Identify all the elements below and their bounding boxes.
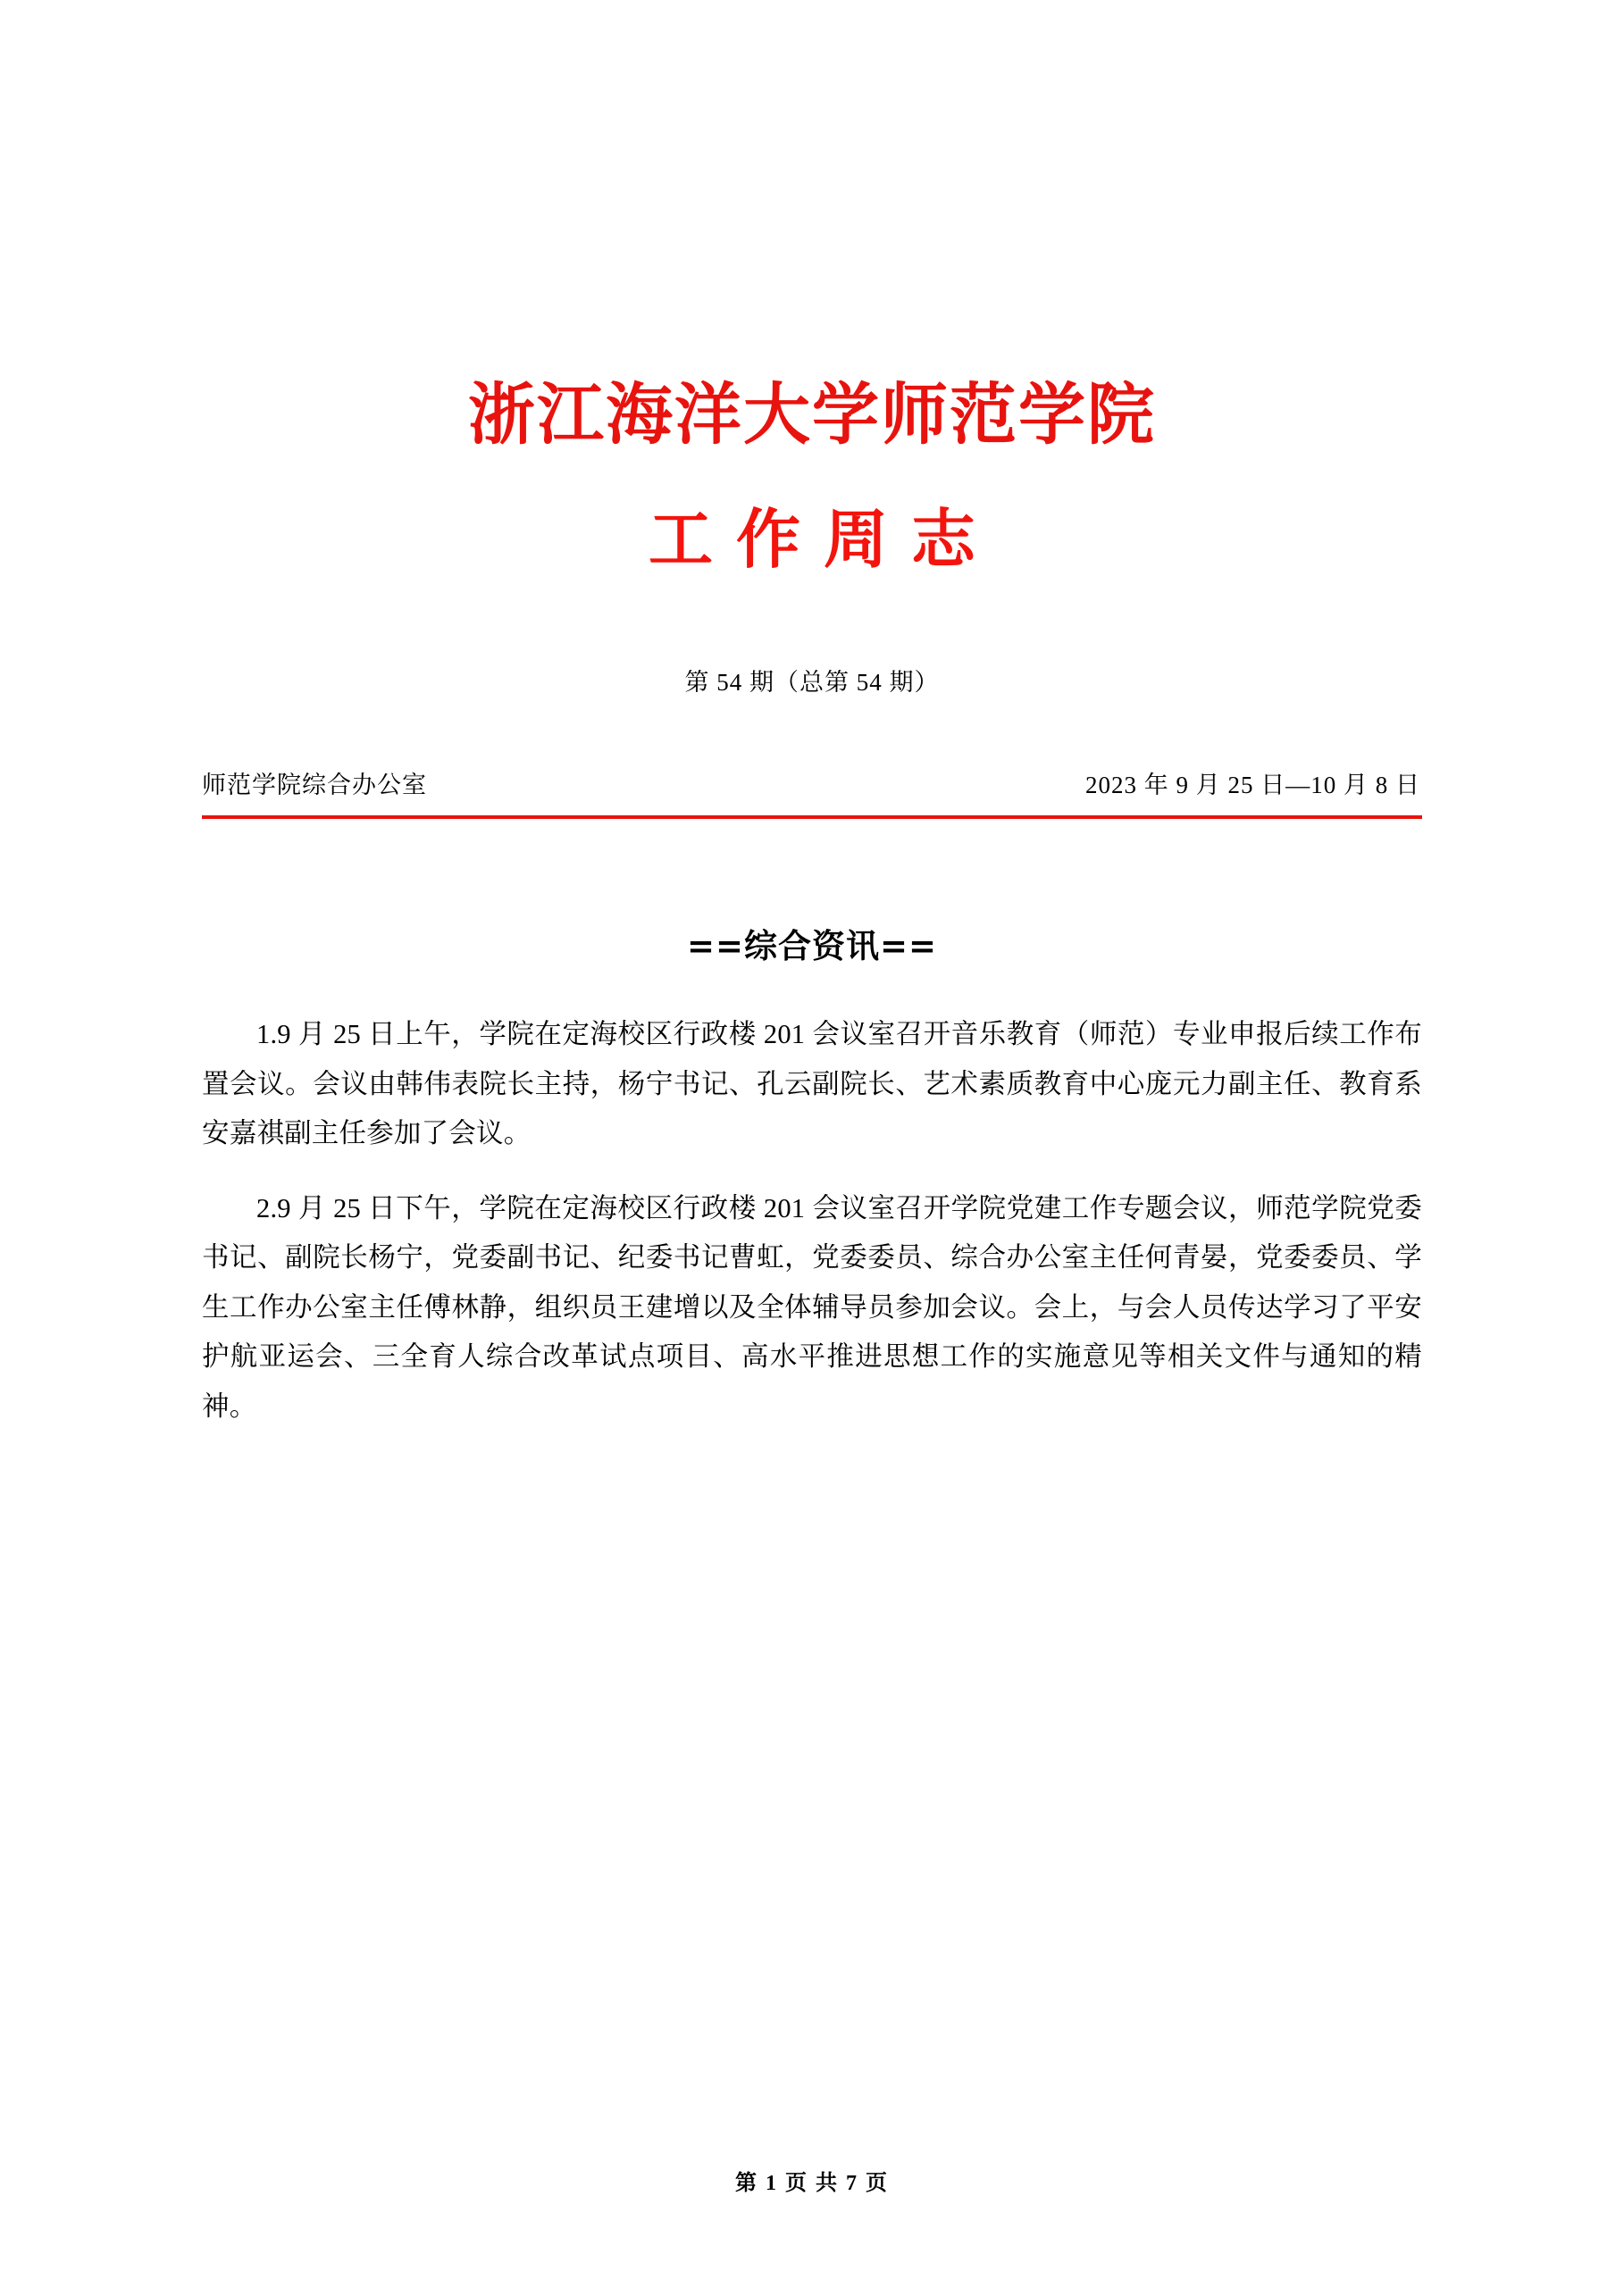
document-title: 工作周志	[648, 502, 999, 577]
header-divider	[202, 815, 1422, 819]
organization-title: 浙江海洋大学师范学院	[467, 375, 1156, 454]
masthead	[202, 375, 1422, 577]
date-range: 2023 年 9 月 25 日—10 月 8 日	[1085, 772, 1420, 799]
section-body	[202, 1010, 1422, 1432]
issue-number: 第 54 期（总第 54 期）	[684, 669, 940, 697]
paragraph: 1.9 月 25 日上午，学院在定海校区行政楼 201 会议室召开音乐教育（师范）专业申报后续工作布置会议。会议由韩伟表院长主持，杨宁书记、孔云副院长、艺术素质教育中心庞元力副主任、教育系安嘉祺副主任参加了会议。	[202, 1019, 1422, 1149]
issuing-office: 师范学院综合办公室	[202, 772, 427, 799]
page-footer: 第 1 页 共 7 页	[735, 2172, 889, 2195]
paragraph: 2.9 月 25 日下午，学院在定海校区行政楼 201 会议室召开学院党建工作专题会议，师范学院党委书记、副院长杨宁，党委副书记、纪委书记曹虹，党委委员、综合办公室主任何青晏，党委委员、学生工作办公室主任傅林静，组织员王建增以及全体辅导员参加会议。会上，与会人员传达学习了平安护航亚运会、三全育人综合改革试点项目、高水平推进思想工作的实施意见等相关文件与通知的精神。	[202, 1192, 1422, 1422]
document-meta	[202, 765, 1422, 800]
section-heading: ==综合资讯==	[686, 926, 937, 966]
